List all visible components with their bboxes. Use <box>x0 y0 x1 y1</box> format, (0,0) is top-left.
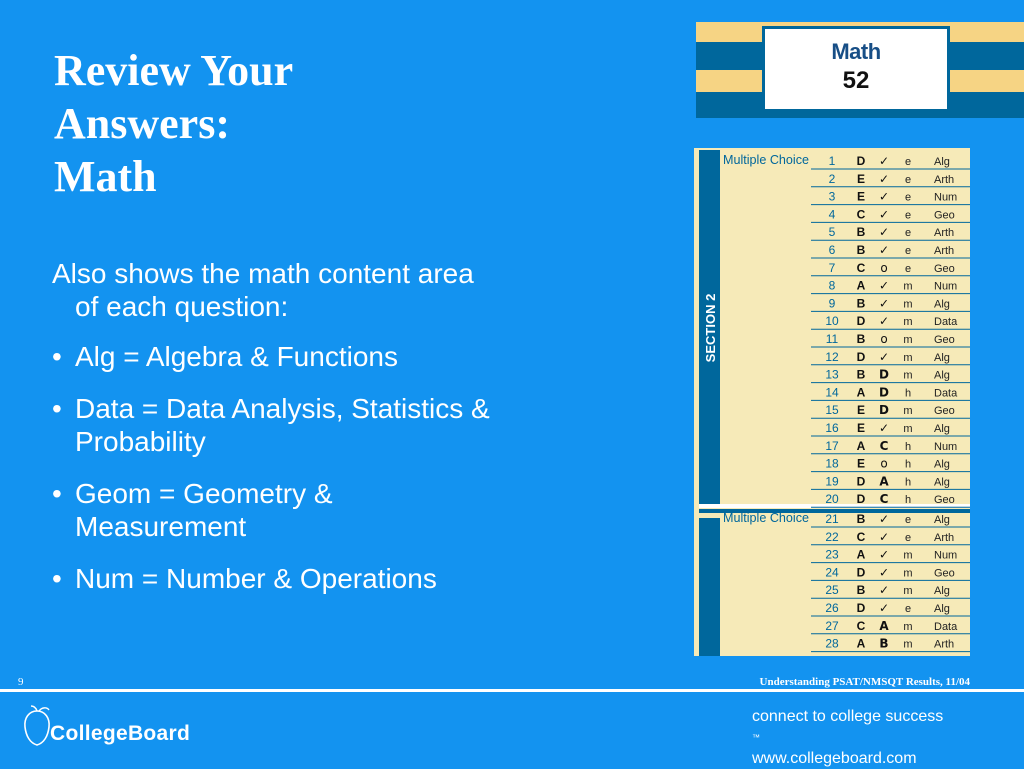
question-number: 24 <box>825 565 839 580</box>
correct-answer: A <box>856 385 866 400</box>
question-number: 21 <box>825 512 839 526</box>
question-number: 25 <box>825 583 839 598</box>
student-response: C <box>879 492 889 507</box>
intro-text: Also shows the math content area of each question: <box>52 258 474 322</box>
difficulty-level: m <box>903 620 913 633</box>
score-box <box>762 26 950 112</box>
correct-answer: A <box>856 438 866 453</box>
student-response: ✓ <box>878 547 890 562</box>
content-area: Num <box>934 280 958 293</box>
content-area: Alg <box>934 476 950 489</box>
student-response: ✓ <box>878 529 890 544</box>
student-response: ✓ <box>878 243 890 257</box>
bullet-text: Num = Number & Operations <box>75 563 437 594</box>
difficulty-level: e <box>904 514 912 526</box>
content-area: Geo <box>934 209 955 222</box>
correct-answer: D <box>856 474 866 489</box>
student-response: ✓ <box>878 154 890 168</box>
question-number: 9 <box>828 296 836 311</box>
sheet-background <box>694 148 970 656</box>
question-number: 5 <box>828 225 836 240</box>
question-number: 20 <box>825 492 839 507</box>
difficulty-level: e <box>904 227 912 240</box>
correct-answer: B <box>856 296 866 311</box>
student-response: ✓ <box>878 207 890 222</box>
question-number: 6 <box>828 243 836 257</box>
tagline-text: connect to college success <box>752 708 944 725</box>
correct-answer: D <box>856 565 866 580</box>
correct-answer: A <box>856 547 866 562</box>
difficulty-level: h <box>904 387 912 400</box>
content-area: Geo <box>934 494 955 507</box>
difficulty-level: m <box>903 369 913 382</box>
student-response: ✓ <box>878 565 890 580</box>
correct-answer: A <box>856 636 866 651</box>
student-response: o <box>880 456 888 471</box>
bullet-text: Data = Data Analysis, Statistics & Probability <box>75 393 490 457</box>
content-area: Alg <box>934 369 950 382</box>
student-response: ✓ <box>878 601 890 615</box>
difficulty-level: e <box>904 209 912 222</box>
question-number: 15 <box>825 403 839 418</box>
bullet-dot: • <box>52 393 62 424</box>
difficulty-level: m <box>903 316 913 329</box>
footer-note: Understanding PSAT/NMSQT Results, 11/04 <box>759 676 970 688</box>
difficulty-level: e <box>904 191 912 204</box>
correct-answer: D <box>856 492 866 507</box>
correct-answer: E <box>856 456 866 471</box>
question-number: 11 <box>825 332 839 346</box>
correct-answer: E <box>856 171 866 186</box>
content-area: Alg <box>934 514 950 526</box>
student-response: o <box>880 332 888 346</box>
question-number: 18 <box>825 456 839 471</box>
answer-sheet <box>694 148 970 656</box>
difficulty-level: e <box>904 173 912 186</box>
question-number: 3 <box>828 189 836 204</box>
student-response: ✓ <box>878 512 890 526</box>
correct-answer: C <box>856 260 866 275</box>
correct-answer: B <box>856 225 866 240</box>
content-area: Arth <box>934 638 955 651</box>
bullet-text: Geom = Geometry & Measurement <box>75 478 333 542</box>
student-response: ✓ <box>878 583 890 598</box>
question-number: 1 <box>828 154 836 168</box>
bullet-list <box>52 340 492 595</box>
section-bar <box>699 518 720 656</box>
correct-answer: E <box>856 403 866 418</box>
difficulty-level: m <box>903 423 913 435</box>
question-number: 2 <box>828 171 836 186</box>
correct-answer: D <box>856 601 866 615</box>
collegeboard-logo-text: CollegeBoard <box>50 722 191 745</box>
math-score-card <box>696 22 1024 118</box>
title-line-3: Math <box>54 152 157 201</box>
difficulty-level: m <box>903 549 913 562</box>
bullet-item-geom <box>52 477 492 543</box>
difficulty-level: e <box>904 245 912 257</box>
student-response: ✓ <box>878 296 890 311</box>
student-response: ✓ <box>878 225 890 240</box>
tagline-line-1 <box>752 706 943 748</box>
student-response: o <box>880 260 888 275</box>
difficulty-level: m <box>903 298 913 311</box>
question-number: 7 <box>828 260 836 275</box>
student-response: ✓ <box>878 349 890 364</box>
slide-body <box>52 257 492 614</box>
bullet-dot: • <box>52 478 62 509</box>
correct-answer: D <box>856 349 866 364</box>
correct-answer: C <box>856 618 866 633</box>
question-number: 14 <box>825 385 839 400</box>
question-number: 22 <box>825 529 839 544</box>
content-area: Arth <box>934 245 955 257</box>
student-response: ✓ <box>878 189 890 204</box>
correct-answer: A <box>856 278 866 293</box>
difficulty-level: m <box>903 638 913 651</box>
content-area: Alg <box>934 298 950 311</box>
content-area: Alg <box>934 156 950 168</box>
student-response: B <box>879 636 889 651</box>
difficulty-level: m <box>903 280 913 293</box>
difficulty-level: h <box>904 440 912 453</box>
title-line-2: Answers: <box>54 99 230 148</box>
correct-answer: D <box>856 154 866 168</box>
bullet-text: Alg = Algebra & Functions <box>75 341 398 372</box>
difficulty-level: e <box>904 156 912 168</box>
score-value: 52 <box>842 67 870 94</box>
question-number: 16 <box>825 421 839 435</box>
student-response: D <box>879 367 889 382</box>
bullet-dot: • <box>52 563 62 594</box>
content-area: Geo <box>934 567 955 580</box>
tagline-line-2: www.collegeboard.com <box>752 750 917 767</box>
correct-answer: B <box>856 332 866 346</box>
bullet-item-num <box>52 562 492 595</box>
acorn-logo-icon <box>20 705 54 749</box>
content-area: Data <box>934 316 958 329</box>
correct-answer: B <box>856 243 866 257</box>
student-response: A <box>879 618 889 633</box>
question-number: 26 <box>825 601 839 615</box>
student-response: ✓ <box>878 421 890 435</box>
content-area: Geo <box>934 262 955 275</box>
student-response: ✓ <box>878 278 890 293</box>
bullet-dot: • <box>52 341 62 372</box>
difficulty-level: e <box>904 262 912 275</box>
correct-answer: B <box>856 512 866 526</box>
correct-answer: C <box>856 207 866 222</box>
student-response: D <box>879 385 889 400</box>
correct-answer: E <box>856 421 866 435</box>
student-response: ✓ <box>878 314 890 329</box>
content-area: Arth <box>934 531 955 544</box>
difficulty-level: h <box>904 476 912 489</box>
page-number: 9 <box>18 676 24 688</box>
question-number: 19 <box>825 474 839 489</box>
student-response: D <box>879 403 889 418</box>
content-area: Num <box>934 549 958 562</box>
correct-answer: D <box>856 314 866 329</box>
answer-sheet-graphic <box>694 148 970 656</box>
bullet-item-data <box>52 392 492 458</box>
question-number: 17 <box>825 438 839 453</box>
difficulty-level: h <box>904 458 912 471</box>
content-area: Geo <box>934 405 955 418</box>
question-number: 10 <box>825 314 839 329</box>
correct-answer: B <box>856 583 866 598</box>
group-label: Multiple Choice <box>723 511 810 525</box>
content-area: Num <box>934 440 958 453</box>
difficulty-level: m <box>903 405 913 418</box>
content-area: Data <box>934 620 958 633</box>
group-label: Multiple Choice <box>723 153 810 167</box>
content-area: Alg <box>934 603 950 615</box>
content-area: Alg <box>934 351 950 364</box>
question-number: 4 <box>828 207 836 222</box>
content-area: Alg <box>934 423 950 435</box>
difficulty-level: m <box>903 351 913 364</box>
question-number: 27 <box>825 618 839 633</box>
tagline <box>752 706 943 769</box>
difficulty-level: m <box>903 567 913 580</box>
question-number: 12 <box>825 349 839 364</box>
content-area: Alg <box>934 585 950 598</box>
student-response: A <box>879 474 889 489</box>
question-number: 8 <box>828 278 836 293</box>
correct-answer: E <box>856 189 866 204</box>
correct-answer: C <box>856 529 866 544</box>
bullet-item-alg <box>52 340 492 373</box>
student-response: C <box>879 438 889 453</box>
trademark-mark: ™ <box>752 733 760 742</box>
content-area: Arth <box>934 173 955 186</box>
title-line-1: Review Your <box>54 46 294 95</box>
difficulty-level: m <box>903 334 913 346</box>
correct-answer: B <box>856 367 866 382</box>
slide-title <box>54 44 454 203</box>
score-label: Math <box>831 39 881 64</box>
content-area: Arth <box>934 227 955 240</box>
difficulty-level: h <box>904 494 912 507</box>
student-response: ✓ <box>878 171 890 186</box>
section-label: SECTION 2 <box>703 293 718 363</box>
difficulty-level: m <box>903 585 913 598</box>
content-area: Alg <box>934 458 950 471</box>
question-number: 28 <box>825 636 839 651</box>
difficulty-level: e <box>904 603 912 615</box>
content-area: Num <box>934 191 958 204</box>
difficulty-level: e <box>904 531 912 544</box>
content-area: Data <box>934 387 958 400</box>
content-area: Geo <box>934 334 955 346</box>
footer-divider <box>0 689 1024 692</box>
question-number: 13 <box>825 367 839 382</box>
question-number: 23 <box>825 547 839 562</box>
